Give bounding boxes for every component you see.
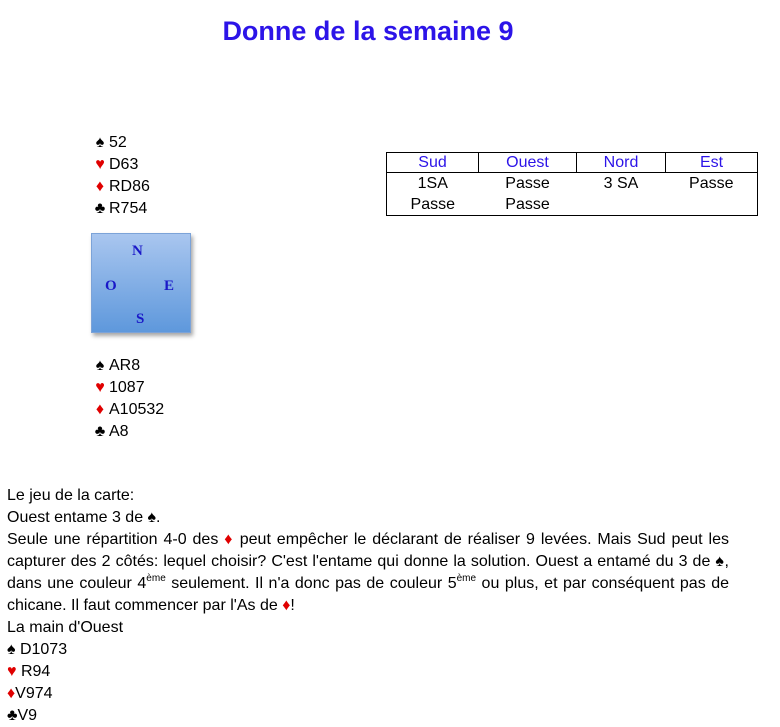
analysis-paragraph: [7, 529, 729, 617]
west-diamonds-row: [7, 683, 729, 705]
west-hand-heading: La main d'Ouest: [7, 619, 124, 636]
spade-icon: ♠: [95, 134, 105, 151]
south-clubs-row: [91, 421, 164, 443]
bidding-header-row: [387, 153, 758, 173]
opening-lead: [7, 507, 729, 529]
header-est: Est: [666, 153, 758, 173]
north-hearts-row: [91, 154, 150, 176]
spade-icon: ♠: [7, 641, 16, 658]
spade-icon: ♠: [715, 553, 725, 570]
north-spades-row: [91, 132, 150, 154]
north-clubs-row: [91, 198, 150, 220]
south-spades-row: [91, 355, 164, 377]
club-icon: ♣: [94, 200, 106, 217]
south-hearts-row: [91, 377, 164, 399]
bid-cell: [577, 194, 666, 216]
analysis-part: seulement. Il n'a donc pas de couleur 5: [165, 575, 457, 592]
diamond-icon: ♦: [95, 401, 105, 418]
south-hearts: 1087: [109, 379, 145, 396]
heart-icon: ♥: [95, 379, 105, 396]
spade-icon: ♠: [147, 509, 157, 526]
north-hearts: D63: [109, 156, 139, 173]
diamond-icon: ♦: [282, 597, 291, 614]
south-diamonds-row: [91, 399, 164, 421]
west-clubs: V9: [17, 707, 38, 724]
bid-cell: Passe: [410, 196, 455, 213]
compass-west: O: [105, 278, 117, 294]
bid-cell: Passe: [689, 175, 734, 192]
analysis-part: , dans une couleur 4: [7, 553, 729, 592]
south-clubs: A8: [109, 423, 129, 440]
west-clubs-row: [7, 705, 729, 727]
west-hearts: R94: [20, 663, 51, 680]
analysis-part: peut empêcher le déclarant de réaliser 9 levées. Mais Sud peut les capturer des 2 côtés: lequel choisir? C'est l'entame qui donne la solution. Ouest a entamé du 3 de: [7, 531, 729, 570]
bid-cell: [666, 194, 758, 216]
heart-icon: ♥: [7, 663, 17, 680]
analysis-part: !: [290, 597, 295, 614]
north-hand: [91, 132, 150, 220]
heart-icon: ♥: [95, 156, 105, 173]
analysis-part: ou plus, et par conséquent pas de chicane. Il faut commencer par l'As de: [7, 575, 729, 614]
play-heading: Le jeu de la carte:: [7, 487, 135, 504]
spade-icon: ♠: [95, 357, 105, 374]
west-diamonds: V974: [15, 685, 53, 702]
bid-cell: 3 SA: [603, 175, 639, 192]
bid-cell: Passe: [505, 175, 550, 192]
north-spades: 52: [109, 134, 127, 151]
club-icon: ♣: [94, 423, 106, 440]
bidding-row: [387, 194, 758, 216]
diamond-icon: ♦: [95, 178, 105, 195]
south-diamonds: A10532: [109, 401, 165, 418]
bid-cell: Passe: [505, 196, 550, 213]
north-diamonds-row: [91, 176, 150, 198]
south-hand: [91, 355, 164, 443]
compass-box: [91, 233, 191, 333]
west-spades-row: [7, 639, 729, 661]
bid-cell: 1SA: [417, 175, 448, 192]
header-nord: Nord: [577, 153, 666, 173]
commentary: [7, 485, 729, 727]
diamond-icon: ♦: [7, 685, 16, 702]
bidding-table: [386, 152, 758, 216]
south-spades: AR8: [109, 357, 141, 374]
compass-south: S: [136, 311, 145, 327]
header-sud: Sud: [387, 153, 479, 173]
north-clubs: R754: [109, 200, 148, 217]
compass-north: N: [132, 243, 143, 259]
west-hand: [7, 639, 729, 727]
bidding-row: [387, 173, 758, 195]
west-hearts-row: [7, 661, 729, 683]
page-title: Donne de la semaine 9: [222, 16, 514, 46]
header-ouest: Ouest: [479, 153, 577, 173]
lead-text: Ouest entame 3 de: [7, 509, 148, 526]
analysis-part: Seule une répartition 4-0 des: [7, 531, 225, 548]
superscript: ème: [146, 573, 166, 584]
compass-east: E: [164, 278, 175, 294]
diamond-icon: ♦: [224, 531, 234, 548]
club-icon: ♣: [7, 707, 18, 724]
north-diamonds: RD86: [109, 178, 150, 195]
west-spades: D1073: [19, 641, 68, 658]
superscript: ème: [456, 573, 477, 584]
lead-end: .: [156, 509, 161, 526]
